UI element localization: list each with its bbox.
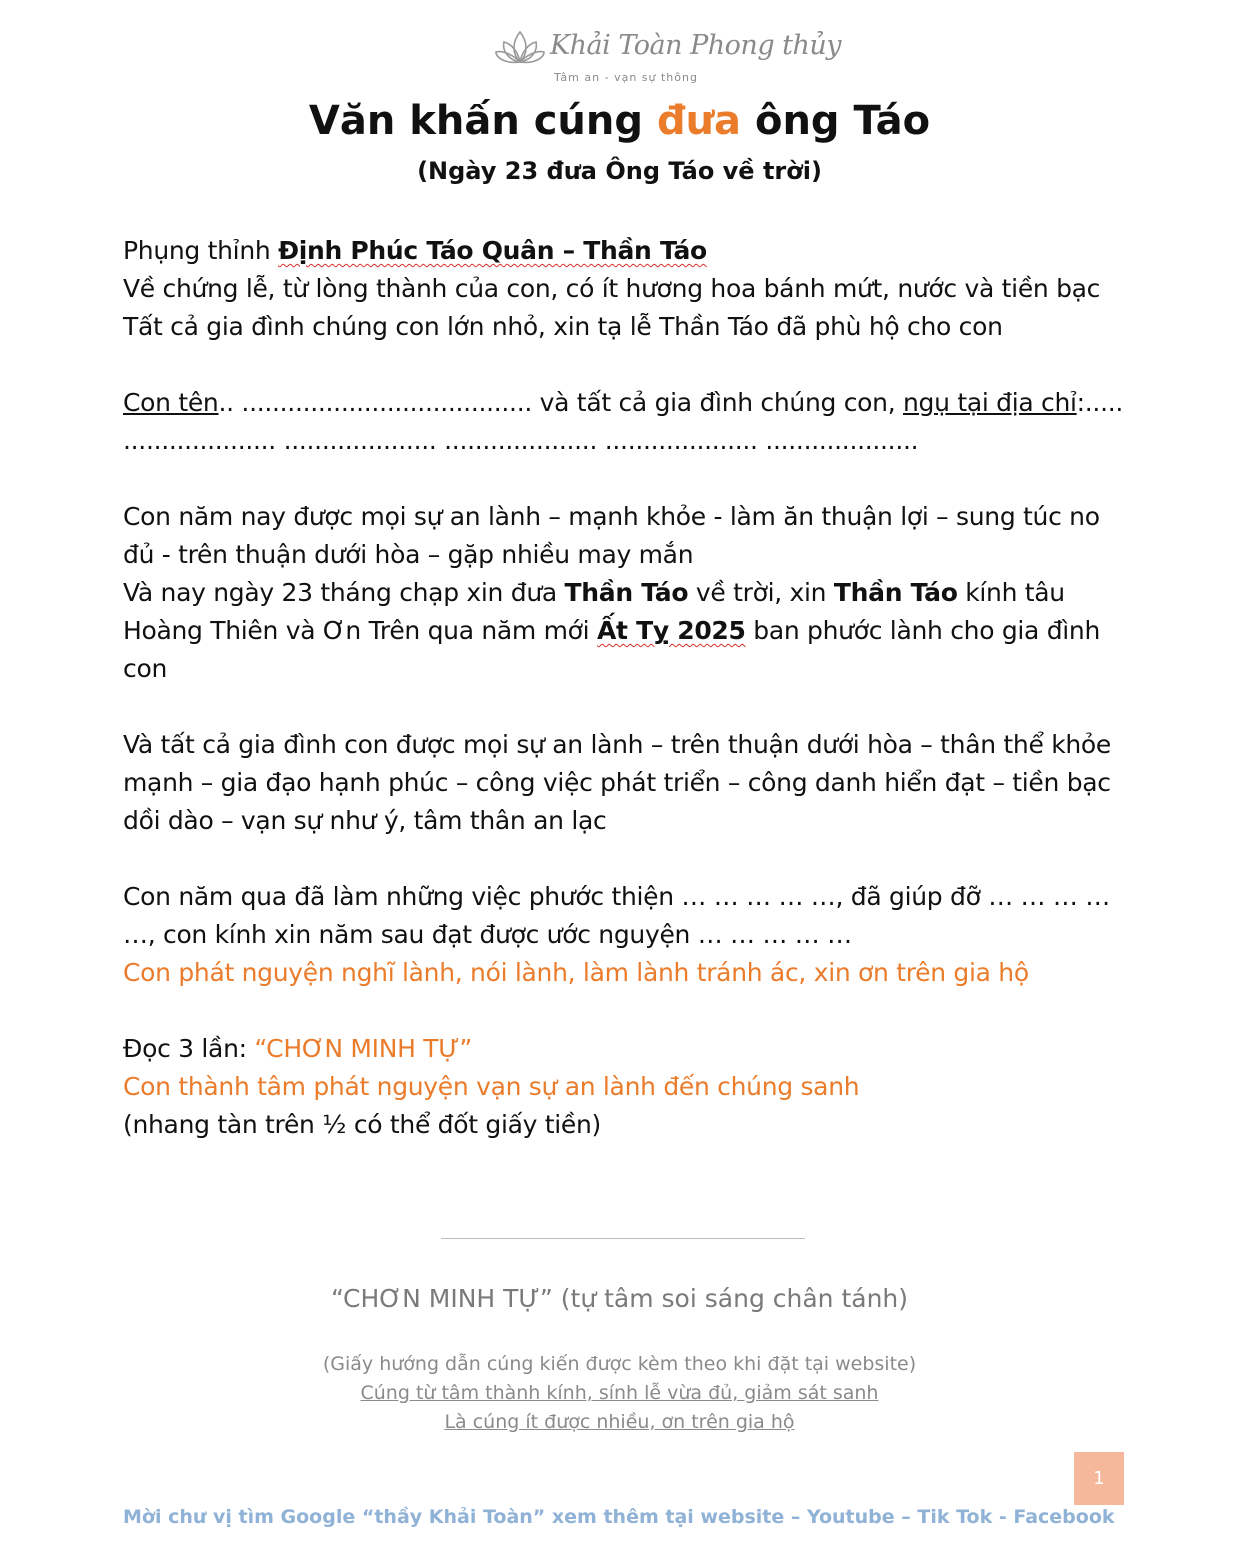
spacer <box>123 840 1123 878</box>
merit-paragraph: Con năm qua đã làm những việc phước thiện … … … … …, đã giúp đỡ … … … … …, con kính xin năm sau đạt được ước nguyện … … … … … <box>123 882 1110 949</box>
recite-line <box>123 1030 1123 1068</box>
footer-note-1: (Giấy hướng dẫn cúng kiến được kèm theo khi đặt tại website) <box>322 1353 917 1375</box>
blessing-paragraph: Và tất cả gia đình con được mọi sự an lành – trên thuận dưới hòa – thân thể khỏe mạnh – gia đạo hạnh phúc – công việc phát triển – công danh hiển đạt – tiền bạc dồi dào – vạn sự như ý, tâm thân an lạc <box>123 730 1111 835</box>
name-address-line <box>123 384 1123 460</box>
offering-line: Về chứng lễ, từ lòng thành của con, có ít hương hoa bánh mứt, nước và tiền bạc <box>123 274 1101 303</box>
brand-slogan: Tâm an - vạn sự thông <box>554 71 698 84</box>
address-dots: :..... .................... .................... .................... .................... .................... <box>123 388 1124 455</box>
invocation-line <box>123 232 1123 270</box>
spacer <box>123 346 1123 384</box>
brand-name: Khải Toàn Phong thủy <box>550 30 842 61</box>
sendoff-a: Và nay ngày 23 tháng chạp xin đưa <box>123 578 565 607</box>
recite-mantra: “CHƠN MINH TỰ” <box>254 1034 473 1063</box>
wish-paragraph: Con năm nay được mọi sự an lành – mạnh khỏe - làm ăn thuận lợi – sung túc no đủ - trên thuận dưới hòa – gặp nhiều may mắn <box>123 502 1100 569</box>
footer-note-3: Là cúng ít được nhiều, ơn trên gia hộ <box>444 1411 795 1433</box>
invocation-prefix: Phụng thỉnh <box>123 236 279 265</box>
sendoff-g: ban phước lành cho gia đình con <box>123 616 1101 683</box>
spacer <box>123 992 1123 1030</box>
spacer <box>123 460 1123 498</box>
bottom-links-line[interactable]: Mời chư vị tìm Google “thầy Khải Toàn” xem thêm tại website – Youtube – Tik Tok - Facebook <box>123 1506 1115 1528</box>
thanks-line: Tất cả gia đình chúng con lớn nhỏ, xin tạ lễ Thần Táo đã phù hộ cho con <box>123 312 1003 341</box>
vow-paragraph: Con phát nguyện nghĩ lành, nói lành, làm lành tránh ác, xin ơn trên gia hộ <box>123 958 1029 987</box>
name-dots: .. ...................................... và tất cả gia đình chúng con, <box>218 388 904 417</box>
footer-quote: “CHƠN MINH TỰ” (tự tâm soi sáng chân tánh) <box>330 1284 909 1313</box>
title-part2: ông Táo <box>741 98 931 144</box>
sendoff-e: kính tâu Hoàng Thiên và Ơn Trên qua năm mới <box>123 578 1065 645</box>
page-number-badge: 1 <box>1074 1452 1124 1505</box>
recite-label: Đọc 3 lần: <box>123 1034 255 1063</box>
page-subtitle: (Ngày 23 đưa Ông Táo về trời) <box>417 157 822 185</box>
incense-note: (nhang tàn trên ½ có thể đốt giấy tiền) <box>123 1110 601 1139</box>
name-label: Con tên <box>123 388 219 417</box>
page-title <box>0 98 1239 144</box>
vow-line: Con thành tâm phát nguyện vạn sự an lành đến chúng sanh <box>123 1072 860 1101</box>
brand-logo <box>494 28 842 86</box>
divider <box>441 1238 805 1239</box>
prayer-body <box>123 232 1123 1144</box>
spacer <box>123 688 1123 726</box>
deity-name: Định Phúc Táo Quân – Thần Táo <box>278 236 707 265</box>
address-label: ngụ tại địa chỉ <box>903 388 1077 417</box>
footer-notes <box>0 1350 1239 1437</box>
title-part1: Văn khấn cúng <box>308 98 657 144</box>
lotus-icon <box>494 28 546 68</box>
title-highlight: đưa <box>656 98 742 144</box>
footer-note-2: Cúng từ tâm thành kính, sính lễ vừa đủ, giảm sát sanh <box>360 1382 879 1404</box>
sendoff-deity-2: Thần Táo <box>833 578 958 607</box>
sendoff-deity-1: Thần Táo <box>564 578 689 607</box>
sendoff-c: về trời, xin <box>688 578 834 607</box>
sendoff-year: Ất Tỵ 2025 <box>596 616 746 645</box>
sendoff-paragraph <box>123 574 1123 688</box>
